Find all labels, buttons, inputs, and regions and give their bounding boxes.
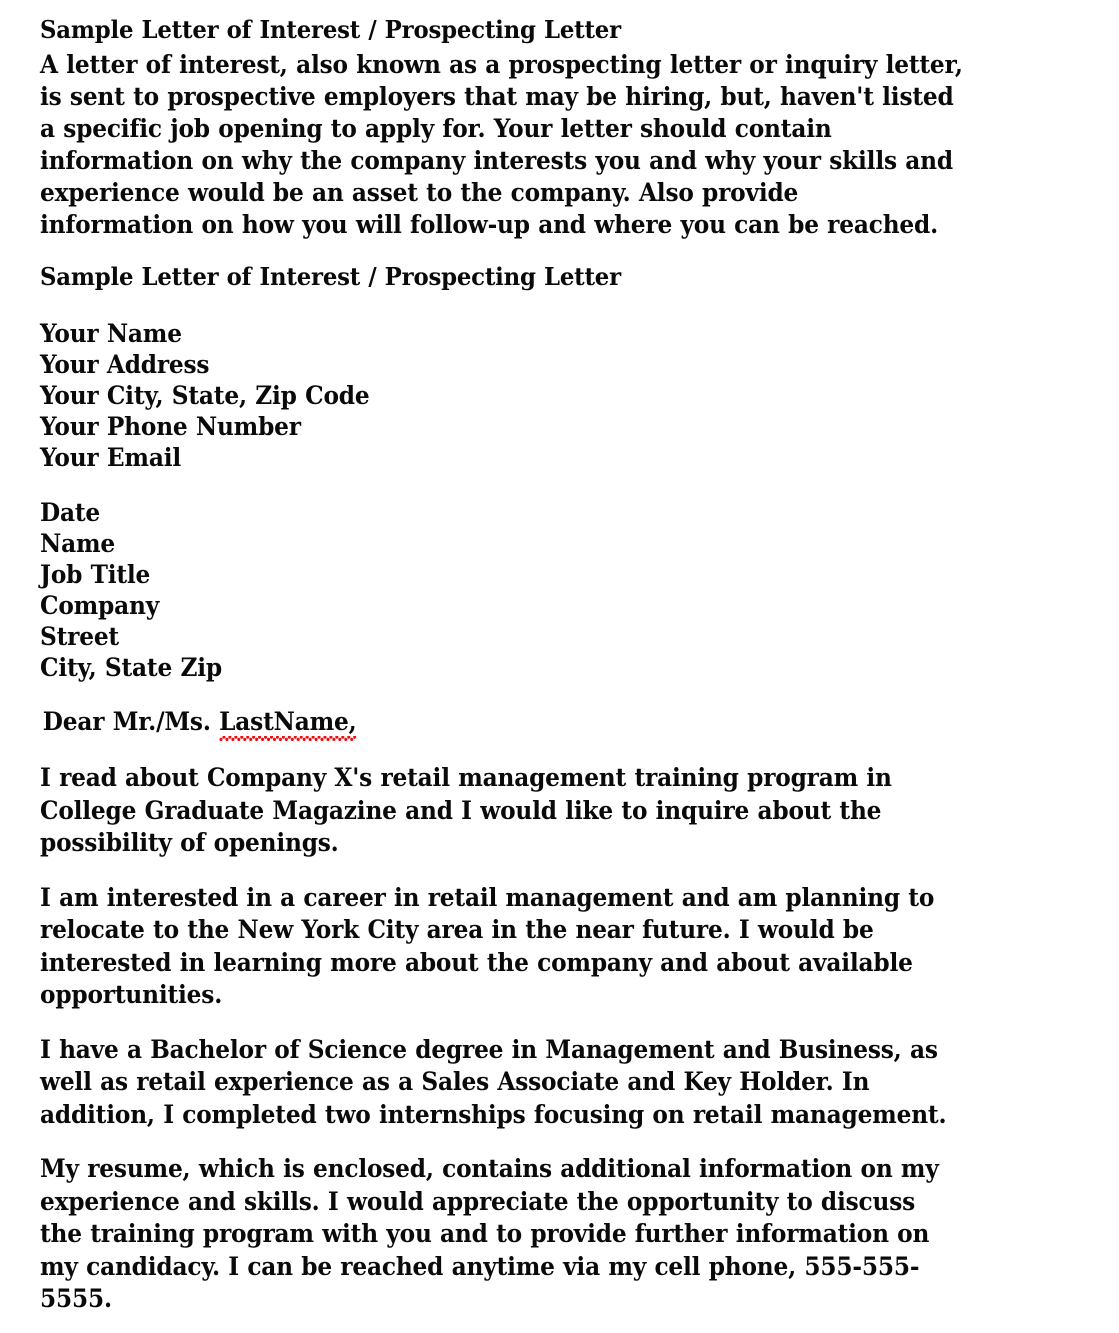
intro-line: a specific job opening to apply for. Your letter should contain xyxy=(40,114,832,143)
body-line: I read about Company X's retail management training program in xyxy=(40,763,892,792)
body-line: I am interested in a career in retail management and am planning to xyxy=(40,882,935,912)
body-paragraph-4 xyxy=(40,1153,1043,1316)
intro-line: information on why the company interests you and why your skills and xyxy=(40,146,953,175)
sender-line: Your Name xyxy=(40,319,182,348)
sender-line: Your City, State, Zip Code xyxy=(40,381,370,410)
body-line: the training program with you and to provide further information on xyxy=(40,1219,930,1248)
intro-line: A letter of interest, also known as a prospecting letter or inquiry letter, xyxy=(40,50,963,79)
recipient-line: Job Title xyxy=(40,560,151,589)
body-line: possibility of openings. xyxy=(40,828,339,857)
body-paragraph-2 xyxy=(40,882,1043,1012)
intro-line: is sent to prospective employers that may be hiring, but, haven't listed xyxy=(40,82,954,111)
body-line: opportunities. xyxy=(40,980,223,1009)
body-line: addition, I completed two internships focusing on retail management. xyxy=(40,1099,947,1129)
document-title-secondary: Sample Letter of Interest / Prospecting Letter xyxy=(40,262,621,291)
document-title-primary: Sample Letter of Interest / Prospecting Letter xyxy=(40,15,621,44)
body-paragraph-1 xyxy=(40,762,1043,860)
recipient-line: City, State Zip xyxy=(40,653,222,682)
body-line: My resume, which is enclosed, contains additional information on my xyxy=(40,1154,939,1183)
sender-line: Your Phone Number xyxy=(40,412,301,441)
salutation-prefix: Dear Mr./Ms. xyxy=(42,707,220,736)
body-line: my candidacy. I can be reached anytime via my cell phone, 555-555- xyxy=(40,1251,920,1281)
body-line: well as retail experience as a Sales Associate and Key Holder. In xyxy=(40,1067,870,1096)
recipient-line: Company xyxy=(40,591,160,620)
body-line: 5555. xyxy=(40,1284,112,1313)
body-line: relocate to the New York City area in the near future. I would be xyxy=(40,915,874,944)
salutation-line xyxy=(40,706,1043,738)
recipient-line: Name xyxy=(40,529,115,558)
intro-line: experience would be an asset to the company. Also provide xyxy=(40,178,799,207)
sender-line: Your Address xyxy=(40,350,210,379)
body-paragraph-3 xyxy=(40,1034,1043,1132)
recipient-line: Date xyxy=(40,498,101,527)
recipient-line: Street xyxy=(40,622,119,651)
body-line: I have a Bachelor of Science degree in Management and Business, as xyxy=(40,1034,938,1064)
body-line: experience and skills. I would appreciate the opportunity to discuss xyxy=(40,1186,916,1216)
body-line: College Graduate Magazine and I would like to inquire about the xyxy=(40,795,882,825)
body-line: interested in learning more about the company and about available xyxy=(40,947,913,977)
spellcheck-misspelled-word: LastName, xyxy=(219,707,357,736)
recipient-address-block xyxy=(40,497,1043,683)
intro-line: information on how you will follow-up and where you can be reached. xyxy=(40,210,939,239)
intro-paragraph xyxy=(40,49,1043,241)
sender-line: Your Email xyxy=(40,443,181,472)
sender-address-block xyxy=(40,318,1043,473)
